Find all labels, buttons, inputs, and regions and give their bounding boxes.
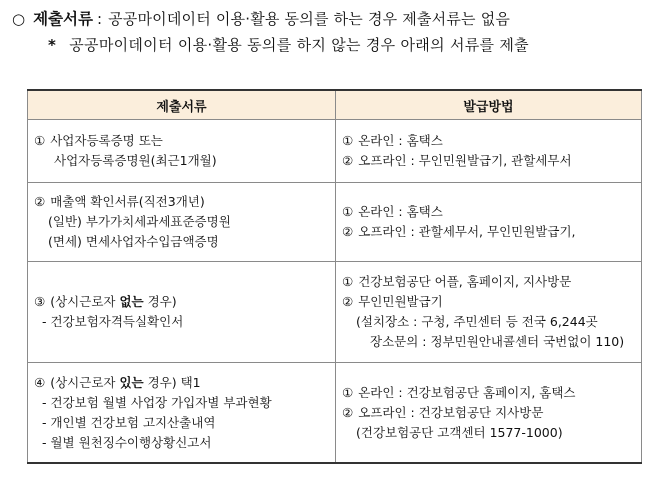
item-number: ①	[342, 384, 354, 400]
doc-line	[34, 192, 329, 212]
table-header-row	[28, 90, 642, 120]
methods-cell	[336, 120, 642, 183]
item-number: ②	[34, 194, 46, 209]
method-text: 온라인 : 건강보험공단 홈페이지, 홈택스	[358, 384, 576, 400]
doc-line: (면세) 면세사업자수입금액증명	[48, 234, 219, 249]
doc-line: - 개인별 건강보험 고지산출내역	[42, 414, 216, 430]
methods-cell	[336, 262, 642, 363]
emphasis-text: 있는	[119, 374, 144, 390]
method-line	[342, 292, 635, 312]
method-line	[342, 383, 635, 403]
method-line	[342, 131, 635, 151]
method-text: 오프라인 : 무인민원발급기, 관할세무서	[358, 153, 572, 168]
doc-text: (상시근로자	[50, 294, 120, 309]
method-line: (설치장소 : 구청, 주민센터 등 전국 6,244곳	[356, 314, 598, 329]
item-number: ②	[342, 153, 354, 168]
item-number: ③	[34, 294, 46, 309]
circle-bullet-icon: ○	[12, 10, 26, 28]
doc-line: - 건강보험 월별 사업장 가입자별 부과현황	[42, 394, 272, 410]
table-row	[28, 183, 642, 262]
method-text: 오프라인 : 건강보험공단 지사방문	[358, 404, 544, 420]
methods-cell	[336, 183, 642, 262]
method-line	[342, 151, 635, 171]
asterisk-mark: *	[48, 36, 57, 54]
header-issuance-method: 발급방법	[336, 90, 642, 120]
header-documents: 제출서류	[28, 90, 336, 120]
doc-line	[34, 131, 329, 151]
doc-line: (일반) 부가가치세과세표준증명원	[48, 214, 231, 229]
method-text: 온라인 : 홈택스	[358, 133, 443, 148]
section-title: 제출서류	[33, 10, 93, 28]
doc-line	[34, 292, 329, 312]
doc-line: 사업자등록증명원(최근1개월)	[54, 153, 217, 168]
intro-note	[48, 34, 662, 56]
doc-line: - 월별 원천징수이행상황신고서	[42, 434, 212, 450]
item-number: ④	[34, 374, 46, 390]
documents-table	[27, 89, 642, 464]
method-line: (건강보험공단 고객센터 1577-1000)	[356, 424, 563, 440]
table-row	[28, 120, 642, 183]
method-line	[342, 403, 635, 423]
method-line	[342, 272, 635, 292]
method-line	[342, 222, 635, 242]
method-line	[342, 202, 635, 222]
docs-cell	[28, 183, 336, 262]
item-number: ②	[342, 404, 354, 420]
intro-note-text: 공공마이데이터 이용·활용 동의를 하지 않는 경우 아래의 서류를 제출	[69, 36, 529, 54]
doc-text: (상시근로자	[50, 374, 120, 390]
doc-line	[34, 373, 329, 393]
method-text: 오프라인 : 관할세무서, 무인민원발급기,	[358, 224, 576, 239]
emphasis-text: 없는	[119, 294, 144, 309]
item-number: ②	[342, 224, 354, 239]
item-number: ②	[342, 294, 354, 309]
method-line: 장소문의 : 정부민원안내콜센터 국번없이 110)	[370, 334, 625, 349]
intro-section	[12, 8, 662, 56]
table-row	[28, 363, 642, 464]
methods-cell	[336, 363, 642, 464]
item-number: ①	[342, 274, 354, 289]
doc-text: 사업자등록증명 또는	[50, 133, 163, 148]
intro-statement	[12, 8, 662, 30]
doc-text: 경우) 택1	[143, 374, 201, 390]
intro-text: 공공마이데이터 이용·활용 동의를 하는 경우 제출서류는 없음	[108, 10, 511, 28]
doc-line: - 건강보험자격득실확인서	[42, 314, 184, 329]
docs-cell	[28, 262, 336, 363]
docs-cell	[28, 120, 336, 183]
doc-text: 매출액 확인서류(직전3개년)	[50, 194, 205, 209]
title-colon: :	[97, 10, 103, 28]
method-text: 건강보험공단 어플, 홈페이지, 지사방문	[358, 274, 572, 289]
doc-text: 경우)	[143, 294, 177, 309]
item-number: ①	[342, 133, 354, 148]
item-number: ①	[34, 133, 46, 148]
table-row	[28, 262, 642, 363]
method-text: 온라인 : 홈택스	[358, 204, 443, 219]
docs-cell	[28, 363, 336, 464]
item-number: ①	[342, 204, 354, 219]
method-text: 무인민원발급기	[358, 294, 443, 309]
